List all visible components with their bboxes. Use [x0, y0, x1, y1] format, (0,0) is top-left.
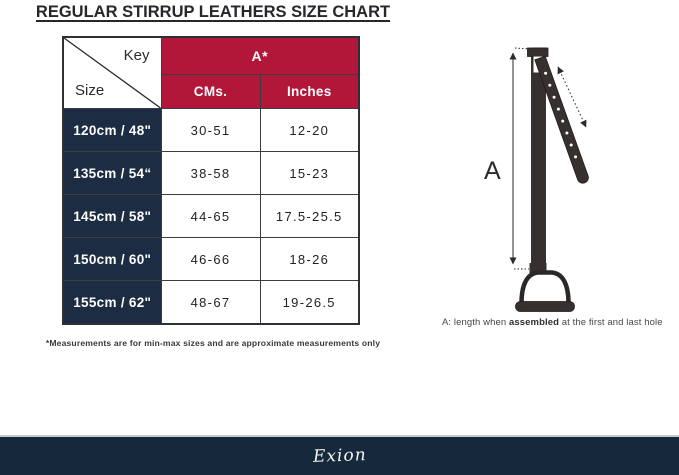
cms-value: 48-67	[161, 281, 260, 325]
stirrup-iron	[516, 263, 575, 312]
size-cell: 155cm / 62"	[63, 281, 161, 325]
size-cell: 120cm / 48"	[63, 109, 161, 152]
size-cell: 150cm / 60"	[63, 238, 161, 281]
caption-prefix: A: length when	[442, 317, 509, 328]
size-cell: 145cm / 58"	[63, 195, 161, 238]
brand-logo: Exion	[312, 445, 367, 467]
dimension-label-a: A	[484, 157, 501, 185]
inches-value: 12-20	[260, 109, 359, 152]
table-row	[63, 152, 359, 195]
caption-bold-word: assembled	[509, 317, 560, 328]
header-row-group	[63, 37, 359, 75]
size-chart-table	[62, 36, 360, 325]
group-header-a: A*	[161, 37, 359, 75]
table-row	[63, 195, 359, 238]
caption-suffix: at the first and last hole	[559, 317, 663, 328]
cms-value: 38-58	[161, 152, 260, 195]
footer-bar	[0, 435, 679, 475]
diagram-caption	[442, 317, 674, 328]
corner-key-label: Key	[123, 47, 150, 64]
corner-size-label: Size	[75, 82, 105, 99]
table-row	[63, 109, 359, 152]
page-title: REGULAR STIRRUP LEATHERS SIZE CHART	[35, 3, 391, 21]
corner-cell	[63, 37, 161, 109]
cms-value: 46-66	[161, 238, 260, 281]
inches-value: 18-26	[260, 238, 359, 281]
column-header-cms: CMs.	[161, 75, 260, 109]
size-cell: 135cm / 54“	[63, 152, 161, 195]
inches-value: 17.5-25.5	[260, 195, 359, 238]
inches-value: 15-23	[260, 152, 359, 195]
table-row	[63, 281, 359, 325]
stirrup-leather-illustration	[425, 35, 675, 330]
dimension-line-a	[513, 48, 530, 269]
inches-value: 19-26.5	[260, 281, 359, 325]
cms-value: 30-51	[161, 109, 260, 152]
measurements-footnote: *Measurements are for min-max sizes and are approximate measurements only	[45, 338, 381, 348]
table-row	[63, 238, 359, 281]
column-header-inches: Inches	[260, 75, 359, 109]
cms-value: 44-65	[161, 195, 260, 238]
